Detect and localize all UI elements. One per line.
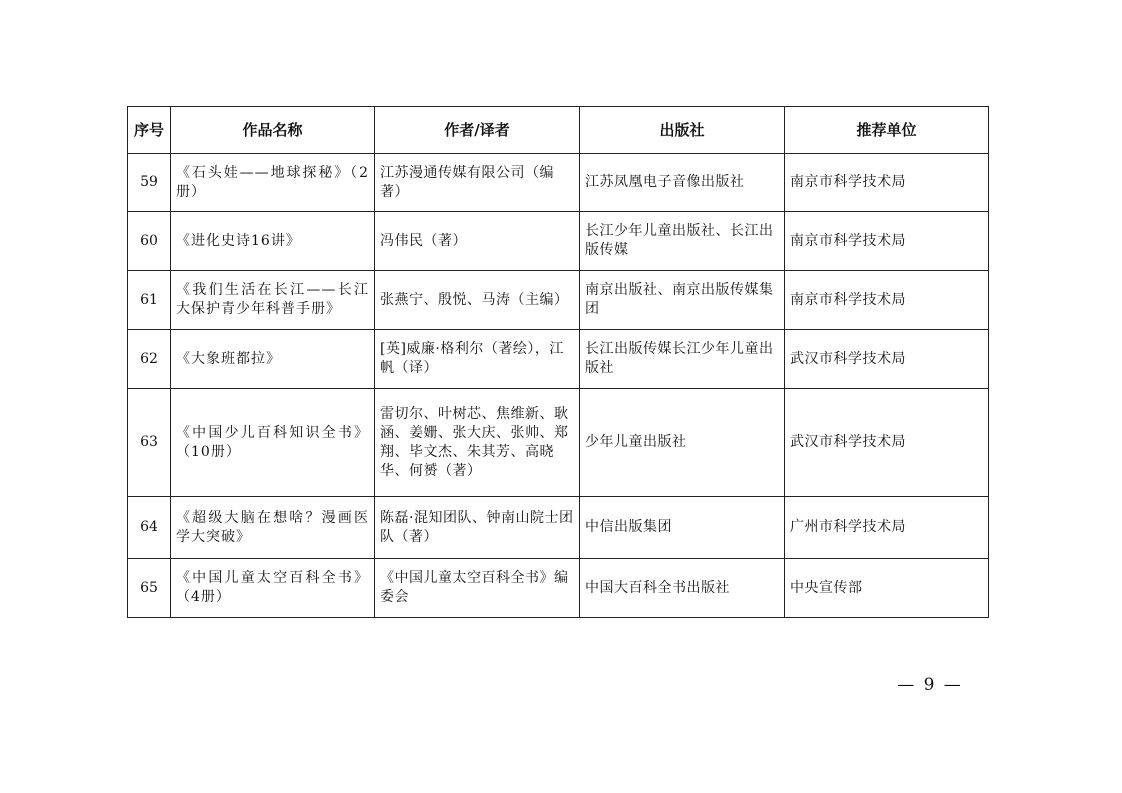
cell-author: 冯伟民（著）	[375, 212, 580, 271]
cell-work-title: 《进化史诗16讲》	[171, 212, 375, 271]
table-row	[128, 330, 989, 389]
table-header-row	[128, 107, 989, 154]
cell-publisher: 江苏凤凰电子音像出版社	[580, 154, 785, 212]
cell-author: 雷切尔、叶树芯、焦维新、耿涵、姜姗、张大庆、张帅、郑翔、毕文杰、朱其芳、高晓华、何赟（著）	[375, 389, 580, 497]
cell-serial-number: 62	[128, 330, 171, 389]
header-author-translator: 作者/译者	[375, 107, 580, 154]
cell-recommending-unit: 中央宣传部	[785, 559, 989, 618]
cell-serial-number: 64	[128, 497, 171, 559]
cell-recommending-unit: 武汉市科学技术局	[785, 389, 989, 497]
cell-recommending-unit: 南京市科学技术局	[785, 154, 989, 212]
header-publisher: 出版社	[580, 107, 785, 154]
cell-serial-number: 65	[128, 559, 171, 618]
cell-serial-number: 59	[128, 154, 171, 212]
cell-publisher: 长江少年儿童出版社、长江出版传媒	[580, 212, 785, 271]
cell-publisher: 南京出版社、南京出版传媒集团	[580, 271, 785, 330]
cell-recommending-unit: 广州市科学技术局	[785, 497, 989, 559]
cell-recommending-unit: 南京市科学技术局	[785, 212, 989, 271]
cell-author: [英]威廉·格利尔（著绘），江帆（译）	[375, 330, 580, 389]
cell-author: 《中国儿童太空百科全书》编委会	[375, 559, 580, 618]
cell-publisher: 少年儿童出版社	[580, 389, 785, 497]
header-serial-number: 序号	[128, 107, 171, 154]
cell-publisher: 中国大百科全书出版社	[580, 559, 785, 618]
cell-serial-number: 61	[128, 271, 171, 330]
cell-work-title: 《我们生活在长江——长江大保护青少年科普手册》	[171, 271, 375, 330]
cell-author: 张燕宁、殷悦、马涛（主编）	[375, 271, 580, 330]
page-number: — 9 —	[897, 675, 963, 695]
table-row	[128, 271, 989, 330]
cell-publisher: 长江出版传媒长江少年儿童出版社	[580, 330, 785, 389]
cell-work-title: 《中国少儿百科知识全书》（10册）	[171, 389, 375, 497]
table-row	[128, 497, 989, 559]
header-recommending-unit: 推荐单位	[785, 107, 989, 154]
recommendation-table	[127, 106, 989, 618]
cell-work-title: 《石头娃——地球探秘》（2册）	[171, 154, 375, 212]
table-row	[128, 389, 989, 497]
table-row	[128, 559, 989, 618]
cell-publisher: 中信出版集团	[580, 497, 785, 559]
cell-work-title: 《超级大脑在想啥？漫画医学大突破》	[171, 497, 375, 559]
cell-recommending-unit: 南京市科学技术局	[785, 271, 989, 330]
cell-recommending-unit: 武汉市科学技术局	[785, 330, 989, 389]
cell-work-title: 《大象班都拉》	[171, 330, 375, 389]
cell-author: 江苏漫通传媒有限公司（编著）	[375, 154, 580, 212]
table-row	[128, 212, 989, 271]
table-row	[128, 154, 989, 212]
header-work-title: 作品名称	[171, 107, 375, 154]
cell-serial-number: 60	[128, 212, 171, 271]
cell-author: 陈磊·混知团队、钟南山院士团队（著）	[375, 497, 580, 559]
cell-serial-number: 63	[128, 389, 171, 497]
cell-work-title: 《中国儿童太空百科全书》（4册）	[171, 559, 375, 618]
